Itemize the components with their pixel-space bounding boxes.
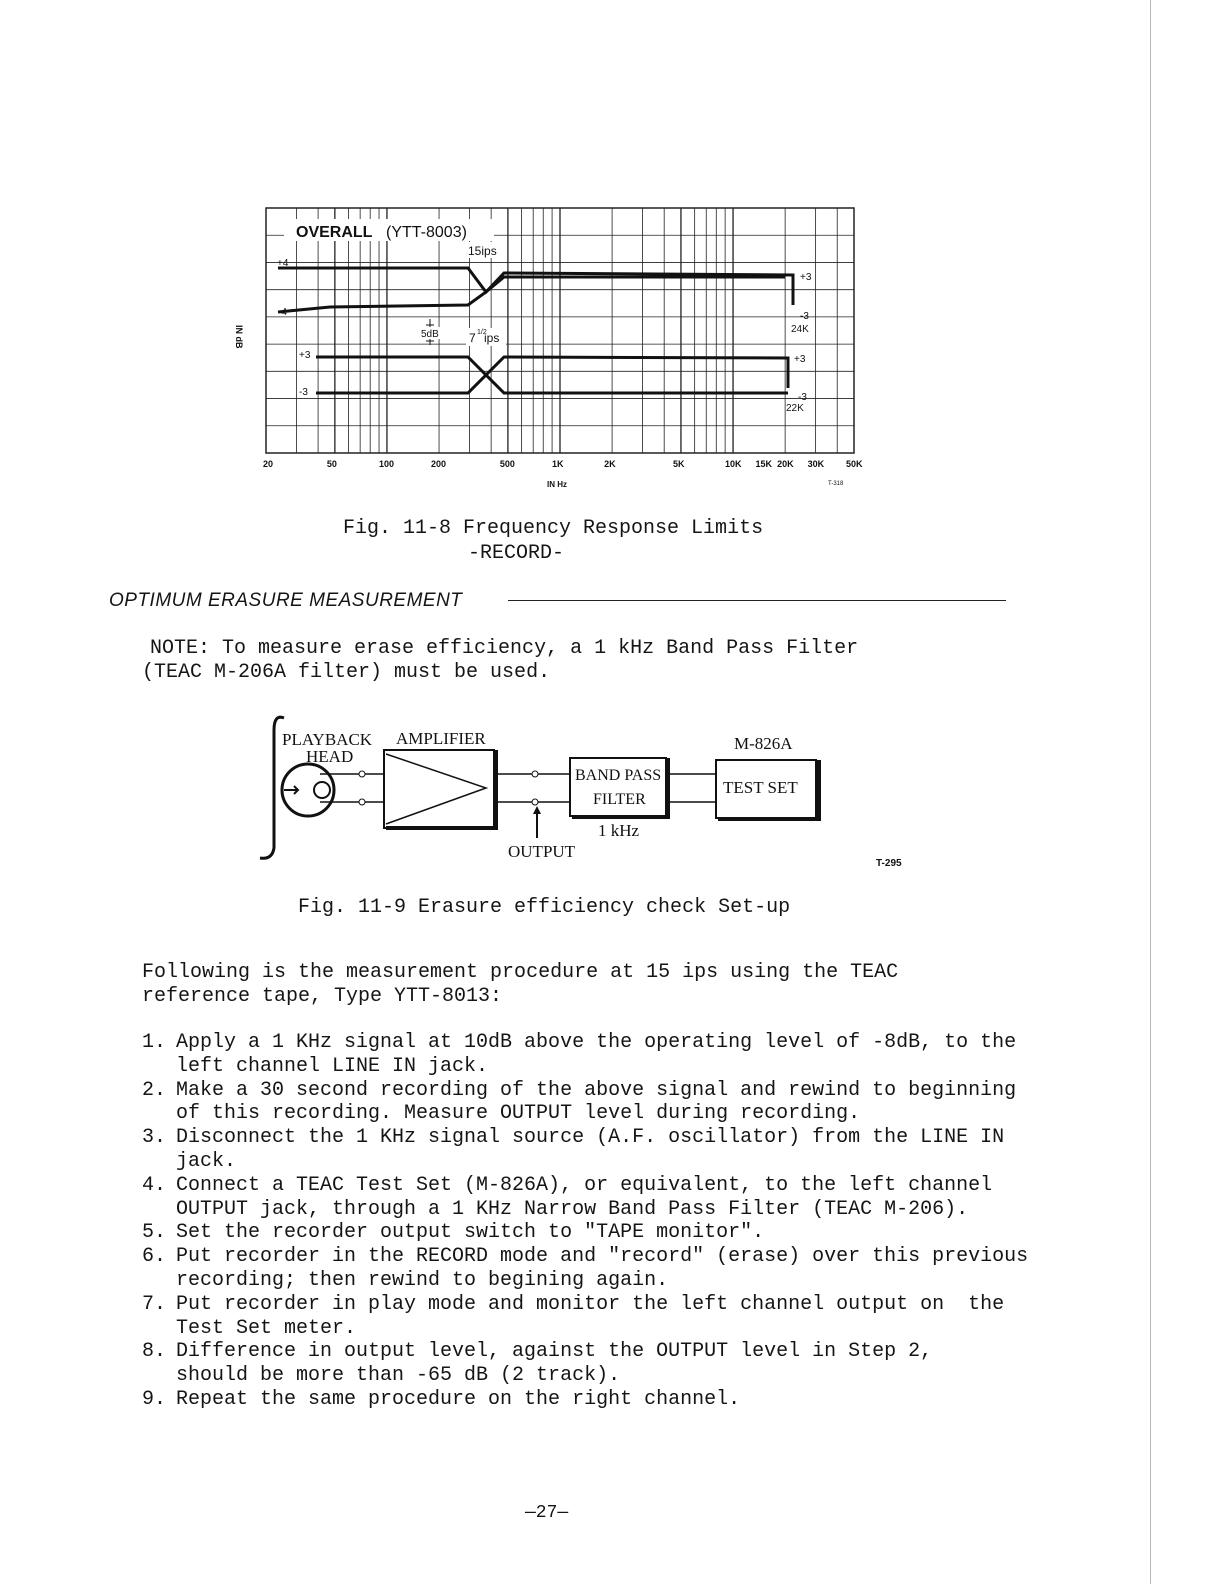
intro-line-1: Following is the measurement procedure at 15 ips using the TEAC (142, 961, 899, 984)
list-item: 5. Set the recorder output switch to "TAPE monitor". (142, 1221, 765, 1245)
x-tick-label: 15K (755, 459, 773, 469)
x-tick-label: 500 (499, 459, 515, 469)
label-7-5ips-lower-right: -3 (798, 392, 807, 403)
x-tick-label: 1K (552, 459, 564, 469)
section-heading: OPTIMUM ERASURE MEASUREMENT (109, 590, 463, 611)
test-set-label: TEST SET (723, 778, 798, 797)
list-item: 3. Disconnect the 1 KHz signal source (A.F. oscillator) from the LINE IN jack. (142, 1126, 1005, 1173)
x-tick-label: 50 (326, 459, 337, 469)
y-axis-label: IN dB (234, 325, 244, 349)
list-item: 2. Make a 30 second recording of the above signal and rewind to beginning of this recording. Measure OUTPUT level during recording. (142, 1078, 1017, 1126)
band-15ips-upper (278, 268, 793, 305)
erasure-setup-diagram (250, 700, 930, 880)
label-15ips-upper-right: +3 (800, 272, 812, 283)
chart-title: OVERALL (296, 224, 373, 241)
page-edge-rule (1150, 0, 1151, 1584)
section-rule (508, 600, 1006, 601)
amplifier-box (384, 750, 494, 828)
figure-11-9-caption: Fig. 11-9 Erasure efficiency check Set-up (298, 896, 791, 919)
list-item: 4. Connect a TEAC Test Set (M-826A), or equivalent, to the left channel OUTPUT jack, through a 1 KHz Narrow Band Pass Filter (TEAC M-206). (142, 1173, 993, 1221)
chart-title-model: (YTT-8003) (386, 224, 467, 241)
bandpass-frequency: 1 kHz (598, 821, 640, 840)
bandpass-label: BAND PASS (575, 767, 662, 784)
playback-head-label: PLAYBACK (282, 730, 373, 749)
x-tick-label: 5K (672, 459, 685, 469)
x-tick-label: 100 (378, 459, 394, 469)
list-item: 1. Apply a 1 KHz signal at 10dB above the operating level of -8dB, to the left channel LINE IN jack. (142, 1031, 1017, 1078)
label-15ips-lower: -4 (278, 307, 287, 318)
frequency-response-chart (234, 195, 880, 495)
figure-code: T-318 (828, 481, 844, 487)
figure-11-8-caption: Fig. 11-8 Frequency Response Limits (343, 517, 764, 540)
x-tick-label: 30K (807, 459, 825, 469)
label-7-5ips-unit: ips (484, 331, 500, 345)
intro-line-2: reference tape, Type YTT-8013: (142, 985, 503, 1008)
amplifier-label: AMPLIFIER (396, 729, 486, 748)
x-tick-label: 2K (604, 459, 616, 469)
label-15ips: 15ips (468, 244, 497, 258)
note-line-2: (TEAC M-206A filter) must be used. (142, 661, 551, 684)
list-item: 6. Put recorder in the RECORD mode and "record" (erase) over this previous recording; then rewind to begining again. (142, 1245, 1029, 1292)
x-tick-label: 20K (777, 459, 794, 469)
chart-grid (266, 208, 854, 453)
x-tick-labels (263, 459, 863, 469)
test-set-model: M-826A (734, 734, 793, 753)
x-tick-label: 20 (263, 459, 274, 469)
figure-11-8-subcaption: -RECORD- (468, 542, 565, 565)
band-15ips-lower (278, 277, 785, 312)
playback-head-label-2: HEAD (306, 747, 354, 766)
list-item: 9. Repeat the same procedure on the right channel. (142, 1387, 741, 1411)
label-15ips-upper: +4 (277, 258, 289, 269)
amplifier-icon (386, 754, 486, 824)
label-7-5ips-upper: +3 (299, 350, 311, 361)
label-5db: 5dB (421, 329, 439, 340)
label-24k: 24K (791, 324, 809, 335)
label-7-5ips-fraction: 1/2 (477, 329, 487, 336)
label-22k: 22K (786, 403, 804, 414)
list-item: 8. Difference in output level, against the OUTPUT level in Step 2, should be more than -65 dB (2 track). (142, 1340, 933, 1388)
label-7-5ips-upper-right: +3 (794, 354, 806, 365)
label-7-5ips-lower: -3 (299, 387, 308, 398)
note-line-1: NOTE: To measure erase efficiency, a 1 kHz Band Pass Filter (150, 637, 859, 660)
page-number: —27— (525, 1503, 569, 1523)
label-15ips-lower-right: -3 (800, 311, 809, 322)
head-bracket (260, 717, 284, 858)
x-tick-label: 50K (846, 459, 863, 469)
x-tick-label: 200 (431, 459, 447, 469)
figure-code: T-295 (876, 858, 902, 869)
output-label: OUTPUT (508, 842, 576, 861)
x-tick-label: 10K (725, 459, 742, 469)
list-item: 7. Put recorder in play mode and monitor the left channel output on the Test Set meter. (142, 1292, 1005, 1340)
label-7-5ips-whole: 7 (469, 331, 476, 345)
procedure-steps (142, 1031, 1042, 1412)
x-axis-label: IN Hz (547, 480, 567, 489)
bandpass-label-2: FILTER (593, 791, 646, 808)
